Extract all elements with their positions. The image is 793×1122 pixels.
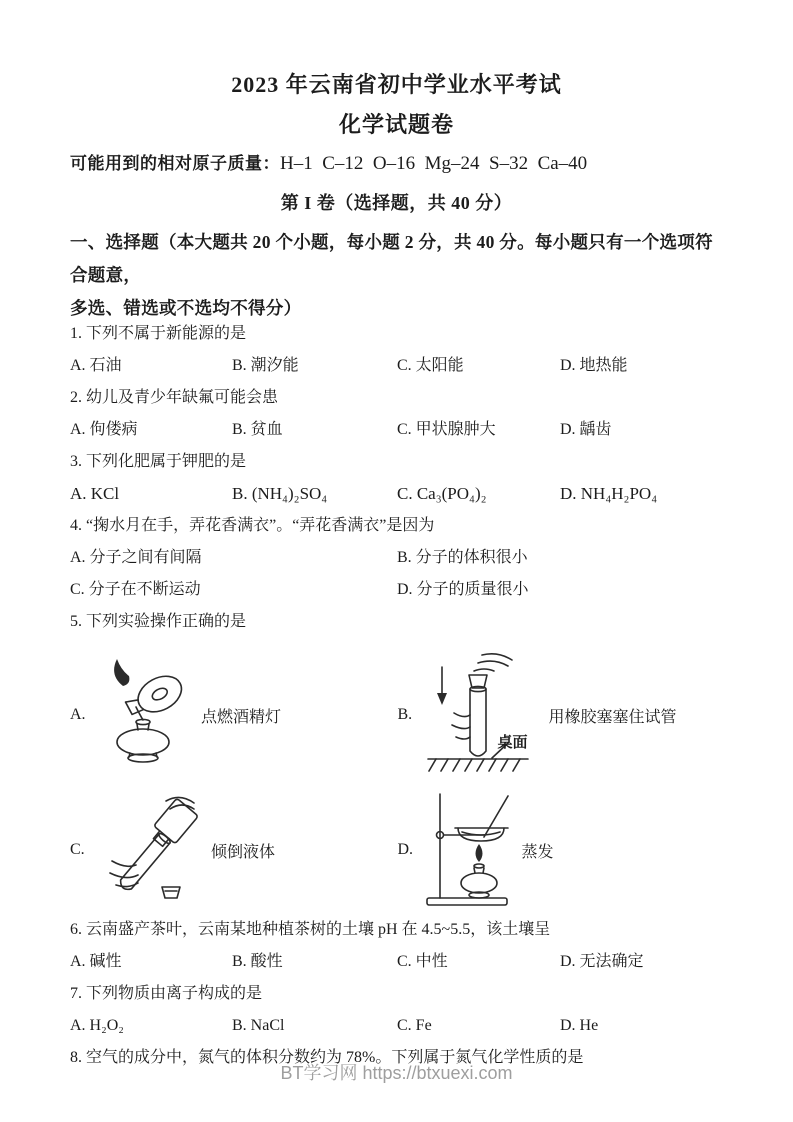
question-7-option-d: D. He bbox=[560, 1017, 599, 1034]
question-2-stem: 2. 幼儿及青少年缺氟可能会患 bbox=[70, 389, 279, 406]
question-6-option-c: C. 中性 bbox=[397, 953, 448, 970]
question-1-option-d: D. 地热能 bbox=[560, 357, 628, 374]
question-2 bbox=[70, 389, 723, 439]
footer-text: BT学习网 https://btxuexi.com bbox=[280, 1063, 513, 1083]
question-7-options bbox=[70, 1017, 723, 1035]
question-1-option-a: A. 石油 bbox=[70, 357, 122, 374]
question-1-options bbox=[70, 357, 723, 375]
question-5-figure-d bbox=[398, 785, 724, 915]
atomic-mass-values: H–1 C–12 O–16 Mg–24 S–32 Ca–40 bbox=[280, 153, 588, 174]
pouring-liquid-figure bbox=[96, 795, 201, 905]
question-5 bbox=[70, 613, 723, 915]
atomic-mass-line bbox=[70, 152, 723, 176]
question-3-option-a: A. KCl bbox=[70, 484, 120, 503]
exam-title: 2023 年云南省初中学业水平考试 bbox=[231, 72, 562, 97]
question-3-option-b: B. (NH₄)₂SO₄ bbox=[232, 484, 328, 503]
question-5-figure-b bbox=[398, 645, 724, 785]
question-7-option-c: C. Fe bbox=[397, 1017, 432, 1034]
question-3 bbox=[70, 453, 723, 503]
test-tube-stopper-figure bbox=[424, 651, 539, 779]
question-1-stem: 1. 下列不属于新能源的是 bbox=[70, 325, 247, 342]
question-1 bbox=[70, 325, 723, 375]
question-2-option-d: D. 龋齿 bbox=[560, 421, 612, 438]
table-surface-label: 桌面 bbox=[497, 735, 528, 751]
question-4 bbox=[70, 517, 723, 599]
figure-b-caption: 用橡胶塞塞住试管 bbox=[548, 708, 677, 726]
exam-subtitle: 化学试题卷 bbox=[338, 112, 454, 137]
question-6-option-b: B. 酸性 bbox=[232, 953, 283, 970]
question-6 bbox=[70, 921, 723, 971]
evaporation-figure bbox=[424, 788, 512, 913]
question-3-option-c: C. Ca₃(PO₄)₂ bbox=[397, 484, 487, 503]
figure-d-label: D. bbox=[397, 841, 414, 858]
question-6-option-d: D. 无法确定 bbox=[560, 953, 644, 970]
question-3-stem: 3. 下列化肥属于钾肥的是 bbox=[70, 453, 247, 470]
section1-intro bbox=[70, 226, 723, 325]
question-4-option-b: B. 分子的体积很小 bbox=[397, 549, 528, 566]
question-5-figure-a bbox=[70, 645, 398, 785]
section1-intro-line2: 多选、错选或不选均不得分） bbox=[70, 298, 302, 318]
atomic-mass-label: 可能用到的相对原子质量： bbox=[70, 154, 280, 173]
question-5-figure-row-1 bbox=[70, 645, 723, 785]
question-5-figure-row-2 bbox=[70, 785, 723, 915]
question-7-option-b: B. NaCl bbox=[232, 1017, 285, 1034]
figure-d-caption: 蒸发 bbox=[521, 843, 554, 861]
question-7-option-a: A. H₂O₂ bbox=[70, 1017, 124, 1034]
question-2-options bbox=[70, 421, 723, 439]
figure-a-caption: 点燃酒精灯 bbox=[201, 708, 282, 726]
part1-heading: 第 I 卷（选择题，共 40 分） bbox=[280, 193, 513, 213]
question-4-options-row2 bbox=[70, 581, 723, 599]
flame-icon bbox=[114, 659, 129, 686]
question-1-option-c: C. 太阳能 bbox=[397, 357, 464, 374]
question-6-stem: 6. 云南盛产茶叶，云南某地种植茶树的土壤 pH 在 4.5~5.5，该土壤呈 bbox=[70, 921, 551, 938]
section1-intro-line1: 一、选择题（本大题共 20 个小题，每小题 2 分，共 40 分。每小题只有一个选项符合题意， bbox=[70, 232, 713, 285]
question-3-options bbox=[70, 485, 723, 503]
footer-watermark bbox=[0, 1060, 793, 1086]
question-5-stem: 5. 下列实验操作正确的是 bbox=[70, 613, 247, 630]
question-6-option-a: A. 碱性 bbox=[70, 953, 122, 970]
figure-c-caption: 倾倒液体 bbox=[211, 843, 276, 861]
figure-c-label: C. bbox=[70, 841, 85, 858]
question-6-options bbox=[70, 953, 723, 971]
question-4-option-d: D. 分子的质量很小 bbox=[397, 581, 529, 598]
question-2-option-c: C. 甲状腺肿大 bbox=[397, 421, 496, 438]
figure-a-label: A. bbox=[70, 706, 86, 723]
question-8-stem: 8. 空气的成分中，氮气的体积分数约为 78%。下列属于氮气化学性质的是 bbox=[70, 1049, 584, 1066]
question-4-options-row1 bbox=[70, 549, 723, 567]
alcohol-lamp-lighting-figure bbox=[96, 655, 191, 775]
question-2-option-a: A. 佝偻病 bbox=[70, 421, 138, 438]
question-4-option-c: C. 分子在不断运动 bbox=[70, 581, 201, 598]
flame-icon bbox=[475, 844, 482, 862]
question-1-option-b: B. 潮汐能 bbox=[232, 357, 299, 374]
question-2-option-b: B. 贫血 bbox=[232, 421, 283, 438]
question-7 bbox=[70, 985, 723, 1035]
question-7-stem: 7. 下列物质由离子构成的是 bbox=[70, 985, 263, 1002]
question-3-option-d: D. NH₄H₂PO₄ bbox=[560, 484, 658, 503]
figure-b-label: B. bbox=[397, 706, 413, 723]
question-4-option-a: A. 分子之间有间隔 bbox=[70, 549, 202, 566]
question-5-figure-c bbox=[70, 785, 398, 915]
question-4-stem: 4. “掬水月在手，弄花香满衣”。“弄花香满衣”是因为 bbox=[70, 517, 435, 534]
